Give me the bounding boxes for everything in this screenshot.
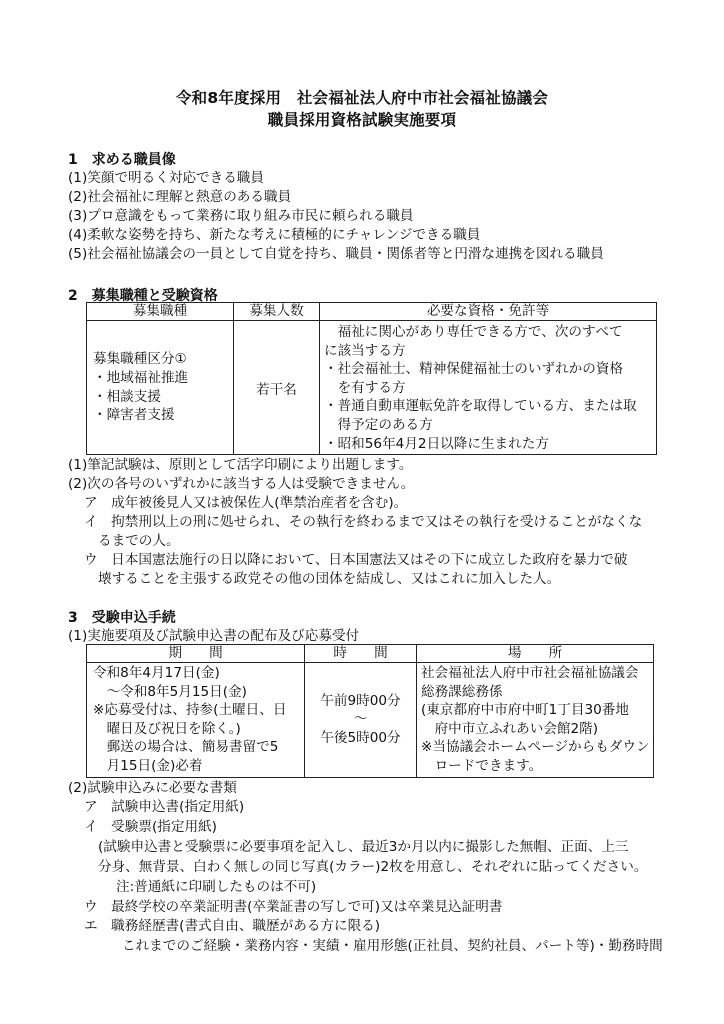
place-line: (東京都府中市府中町1丁目30番地 (421, 702, 629, 719)
section2-note: るまでの人。 (98, 533, 180, 549)
job-type-line: ・地域福祉推進 (93, 369, 189, 386)
period-line: ※応募受付は、持参(土曜日、日 (93, 702, 287, 719)
section1-heading: 1 求める職員像 (68, 152, 176, 168)
table-header-cell: 募集人数 (234, 303, 320, 321)
table-header-cell: 期 間 (87, 645, 305, 663)
time-line: 午後5時00分 (320, 730, 401, 747)
requirement-line: に該当する方 (324, 342, 406, 359)
section1-item: (2)社会福祉に理解と熱意のある職員 (68, 189, 292, 205)
period-line: 令和8年4月17日(金) (93, 665, 220, 681)
job-type-cell (87, 321, 234, 455)
application-schedule-table (86, 644, 654, 778)
qualification-table (86, 302, 657, 455)
section1-item: (4)柔軟な姿勢を持ち、新たな考えに積極的にチャレンジできる職員 (68, 227, 481, 243)
section2-note: ウ 日本国憲法施行の日以降において、日本国憲法又はその下に成立した政府を暴力で破 (84, 552, 628, 568)
period-line: 曜日及び祝日を除く。) (93, 720, 241, 737)
requirement-line: ・昭和56年4月2日以降に生まれた方 (324, 435, 549, 452)
table-header-row (87, 303, 657, 321)
section1-item: (5)社会福祉協議会の一員として自覚を持ち、職員・関係者等と円滑な連携を図れる職員 (68, 246, 604, 262)
section3-line: ア 試験申込書(指定用紙) (84, 799, 245, 815)
requirement-line: ・普通自動車運転免許を取得している方、または取 (324, 398, 637, 415)
table-header-cell: 募集職種 (87, 303, 234, 321)
section3-line: 注:普通紙に印刷したものは不可) (116, 879, 317, 895)
section3-line: ウ 最終学校の卒業証明書(卒業証書の写しで可)又は卒業見込証明書 (84, 899, 503, 915)
place-line: 府中市立ふれあい会館2階) (421, 720, 599, 737)
requirement-line: を有する方 (324, 379, 406, 396)
section2-heading: 2 募集職種と受験資格 (68, 288, 218, 304)
period-line: 月15日(金)必着 (93, 757, 203, 774)
section3-line: エ 職務経歴書(書式自由、職歴がある方に限る) (84, 918, 381, 934)
section2-note: ア 成年被後見人又は被保佐人(準禁治産者を含む)。 (84, 495, 408, 511)
requirement-line: 福祉に関心があり専任できる方で、次のすべて (324, 324, 623, 340)
table-row (87, 321, 657, 455)
section2-note: (2)次の各号のいずれかに該当する人は受験できません。 (68, 476, 415, 492)
section3-heading: 3 受験申込手続 (68, 610, 176, 626)
time-line: ～ (353, 711, 368, 728)
table-header-cell: 時 間 (305, 645, 417, 663)
period-cell (87, 663, 305, 778)
document-title-line1: 令和8年度採用 社会福祉法人府中市社会福祉協議会 (175, 89, 549, 107)
period-line: ～令和8年5月15日(金) (93, 683, 247, 700)
requirement-line: ・社会福祉士、精神保健福祉士のいずれかの資格 (324, 361, 624, 378)
headcount-cell: 若干名 (234, 321, 320, 455)
section3-line: これまでのご経験・業務内容・実績・雇用形態(正社員、契約社員、パート等)・勤務時間 (122, 938, 663, 954)
place-line: ロードできます。 (421, 757, 543, 774)
job-type-line: ・障害者支援 (93, 407, 175, 424)
section1-item: (1)笑顔で明るく対応できる職員 (68, 170, 264, 186)
section1-item: (3)プロ意識をもって業務に取り組み市民に頼られる職員 (68, 208, 414, 224)
table-row (87, 663, 654, 778)
requirements-cell (320, 321, 657, 455)
time-cell (305, 663, 417, 778)
section3-line: イ 受験票(指定用紙) (84, 819, 217, 835)
place-line: 総務課総務係 (421, 683, 503, 700)
period-line: 郵送の場合は、簡易書留で5 (93, 739, 279, 756)
place-line: ※当協議会ホームページからもダウン (421, 739, 650, 756)
table-header-cell: 必要な資格・免許等 (320, 303, 657, 321)
place-line: 社会福祉法人府中市社会福祉協議会 (421, 665, 639, 681)
section2-note: 壊することを主張する政党その他の団体を結成し、又はこれに加入した人。 (98, 571, 561, 587)
document-title-line2: 職員採用資格試験実施要項 (267, 111, 457, 129)
section3-line: (試験申込書と受験票に必要事項を記入し、最近3か月以内に撮影した無帽、正面、上三 (98, 839, 629, 855)
section3-line: 分身、無背景、白わく無しの同じ写真(カラー)2枚を用意し、それぞれに貼ってください。 (98, 859, 648, 875)
section2-note: イ 拘禁刑以上の刑に処せられ、その執行を終わるまで又はその執行を受けることがなくな (84, 514, 643, 530)
section3-subheading: (1)実施要項及び試験申込書の配布及び応募受付 (68, 628, 360, 644)
table-header-row (87, 645, 654, 663)
table-header-cell: 場 所 (417, 645, 654, 663)
time-line: 午前9時00分 (320, 692, 401, 709)
section2-note: (1)筆記試験は、原則として活字印刷により出題します。 (68, 457, 413, 473)
section3-line: (2)試験申込みに必要な書類 (68, 780, 237, 796)
place-cell (417, 663, 654, 778)
requirement-line: 得予定のある方 (324, 416, 433, 433)
job-type-line: ・相談支援 (93, 388, 161, 405)
job-type-line: 募集職種区分① (93, 351, 187, 368)
